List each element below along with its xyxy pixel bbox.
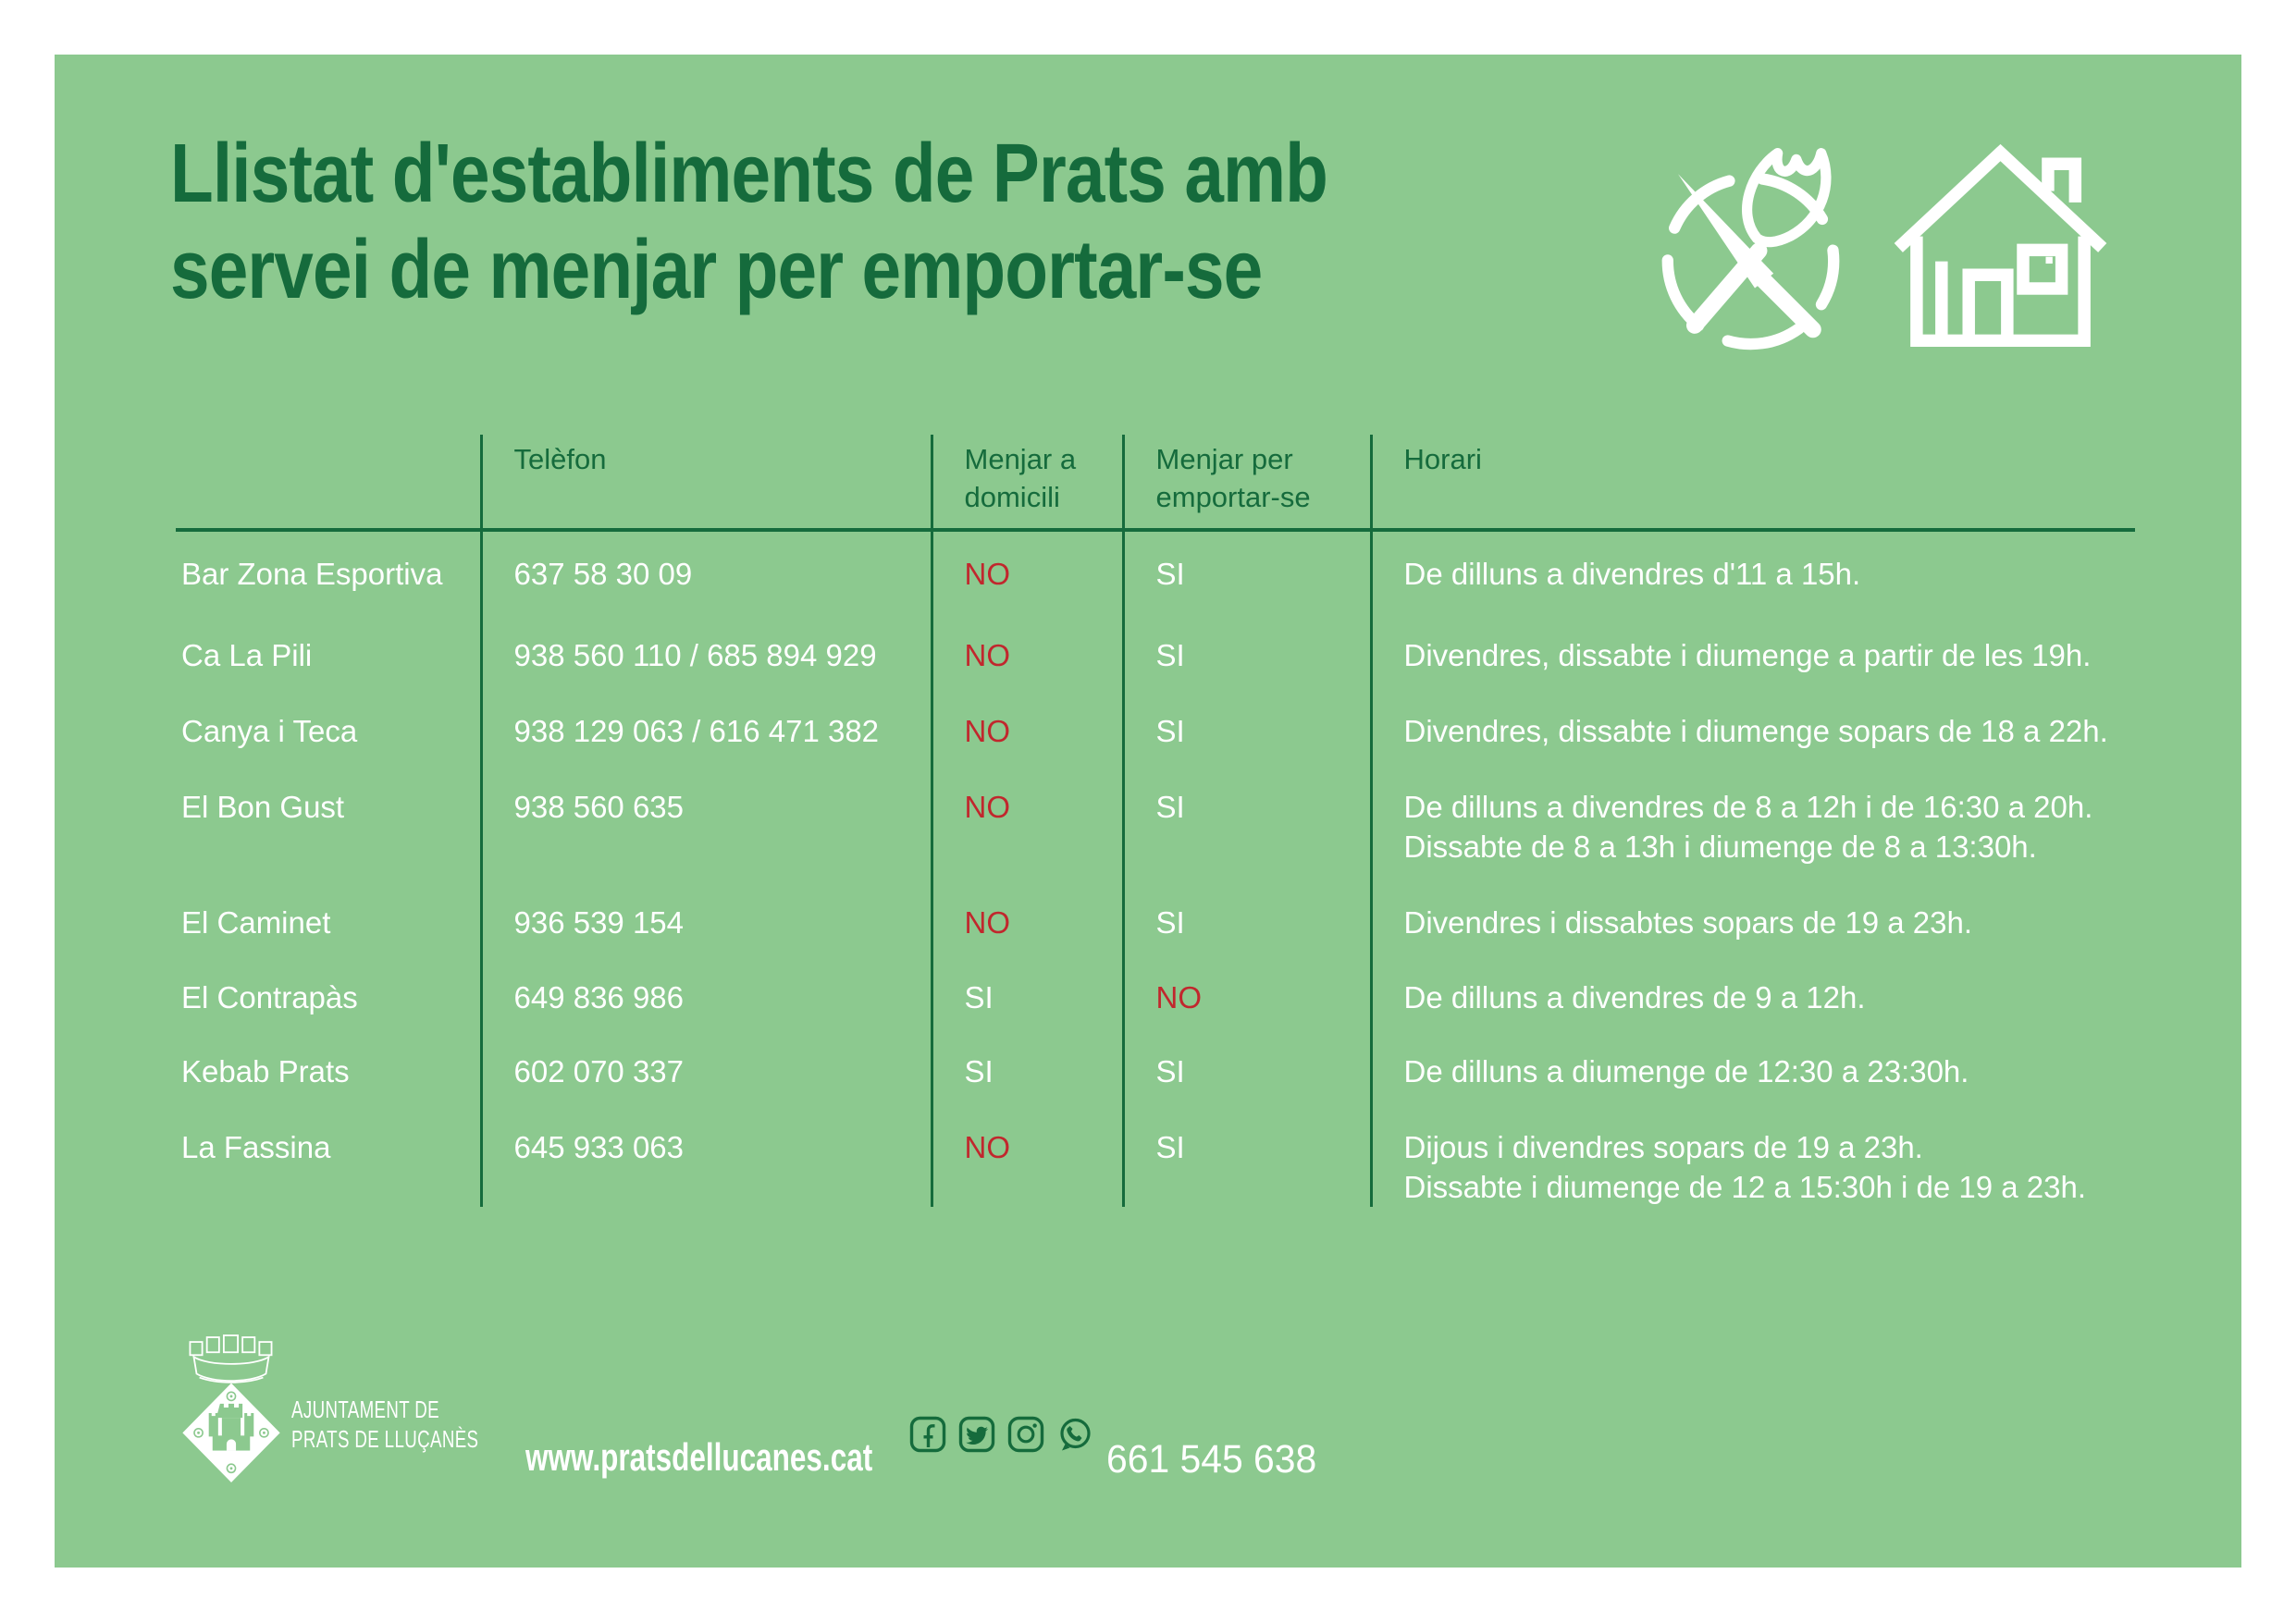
cell-phone: 637 58 30 09 — [481, 530, 932, 613]
cell-phone: 645 933 063 — [481, 1105, 932, 1207]
cell-menjar-domicili: NO — [932, 689, 1123, 765]
contact-phone: 661 545 638 — [1106, 1437, 1317, 1482]
horari-line: De dilluns a divendres de 9 a 12h. — [1403, 980, 1866, 1014]
org-name — [291, 1395, 478, 1454]
page-title-line1: Llistat d'establiments de Prats amb — [170, 128, 1328, 220]
horari-line: Divendres, dissabte i diumenge sopars de 18 a 22h. — [1403, 714, 2108, 748]
cell-phone: 649 836 986 — [481, 955, 932, 1029]
cell-horari — [1371, 880, 2135, 955]
cell-menjar-emportar: SI — [1123, 1029, 1371, 1105]
twitter-icon — [958, 1416, 995, 1453]
header-name — [176, 435, 481, 530]
horari-line: Divendres, dissabte i diumenge a partir de les 19h. — [1403, 638, 2092, 672]
cell-horari — [1371, 689, 2135, 765]
cell-menjar-domicili: SI — [932, 955, 1123, 1029]
cell-establishment-name: La Fassina — [181, 1130, 331, 1164]
cell-horari — [1371, 1029, 2135, 1105]
cell-menjar-domicili: SI — [932, 1029, 1123, 1105]
cell-establishment-name: El Caminet — [181, 905, 331, 940]
cell-menjar-emportar: SI — [1123, 530, 1371, 613]
cell-menjar-emportar: NO — [1123, 955, 1371, 1029]
house-icon — [1887, 132, 2114, 354]
table-row — [176, 880, 2135, 955]
header-horari: Horari — [1371, 435, 2135, 530]
horari-line: De dilluns a divendres de 8 a 12h i de 16:30 a 20h. — [1403, 790, 2093, 824]
cell-establishment-name: El Bon Gust — [181, 790, 345, 824]
table-header — [176, 435, 2135, 530]
table-header-row — [176, 435, 2135, 530]
page-title — [170, 126, 1327, 318]
instagram-icon — [1007, 1416, 1044, 1453]
table-row — [176, 689, 2135, 765]
page-title-line2: servei de menjar per emportar-se — [170, 224, 1263, 316]
cell-menjar-domicili: NO — [932, 765, 1123, 880]
cell-phone: 938 129 063 / 616 471 382 — [481, 689, 932, 765]
horari-line: De dilluns a divendres d'11 a 15h. — [1403, 557, 1861, 591]
cell-menjar-emportar: SI — [1123, 1105, 1371, 1207]
whatsapp-icon — [1056, 1416, 1093, 1453]
table-body — [176, 530, 2135, 1207]
horari-line: Dissabte de 8 a 13h i diumenge de 8 a 13:30h. — [1403, 830, 2037, 864]
facebook-icon — [909, 1416, 946, 1453]
poster-panel — [55, 55, 2241, 1568]
table-row — [176, 955, 2135, 1029]
cell-menjar-emportar: SI — [1123, 613, 1371, 689]
cell-phone: 938 560 110 / 685 894 929 — [481, 613, 932, 689]
org-name-line2: PRATS DE LLUÇANÈS — [291, 1425, 479, 1453]
cell-establishment-name: El Contrapàs — [181, 980, 358, 1014]
establishments-table — [176, 435, 2135, 1207]
cell-establishment-name: Canya i Teca — [181, 714, 358, 748]
website-url: www.pratsdellucanes.cat — [525, 1435, 873, 1479]
table-row — [176, 613, 2135, 689]
social-icons — [909, 1416, 1093, 1453]
table-row — [176, 530, 2135, 613]
cell-menjar-emportar: SI — [1123, 880, 1371, 955]
header-menjar-domicili: Menjar a domicili — [932, 435, 1123, 530]
cell-phone: 936 539 154 — [481, 880, 932, 955]
table-row — [176, 765, 2135, 880]
prats-de-llucanes-crest-icon — [175, 1334, 288, 1484]
cell-phone: 602 070 337 — [481, 1029, 932, 1105]
table-row — [176, 1029, 2135, 1105]
horari-line: Divendres i dissabtes sopars de 19 a 23h. — [1403, 905, 1973, 940]
horari-line: De dilluns a diumenge de 12:30 a 23:30h. — [1403, 1054, 1969, 1088]
cell-phone: 938 560 635 — [481, 765, 932, 880]
org-name-line1: AJUNTAMENT DE — [291, 1396, 439, 1423]
cell-menjar-domicili: NO — [932, 530, 1123, 613]
cell-menjar-domicili: NO — [932, 613, 1123, 689]
cell-establishment-name: Bar Zona Esportiva — [181, 557, 443, 591]
cell-menjar-emportar: SI — [1123, 765, 1371, 880]
cell-horari — [1371, 530, 2135, 613]
cell-horari — [1371, 765, 2135, 880]
horari-line: Dijous i divendres sopars de 19 a 23h. — [1403, 1130, 1923, 1164]
cell-establishment-name: Kebab Prats — [181, 1054, 350, 1088]
header-telefon: Telèfon — [481, 435, 932, 530]
cell-horari — [1371, 955, 2135, 1029]
horari-line: Dissabte i diumenge de 12 a 15:30h i de 19 a 23h. — [1403, 1170, 2087, 1204]
cell-horari — [1371, 613, 2135, 689]
cell-menjar-emportar: SI — [1123, 689, 1371, 765]
table-row — [176, 1105, 2135, 1207]
header-menjar-emportar: Menjar per emportar-se — [1123, 435, 1371, 530]
cell-horari — [1371, 1105, 2135, 1207]
cell-menjar-domicili: NO — [932, 880, 1123, 955]
crossed-knife-torch-icon — [1647, 130, 1855, 352]
cell-establishment-name: Ca La Pili — [181, 638, 313, 672]
cell-menjar-domicili: NO — [932, 1105, 1123, 1207]
